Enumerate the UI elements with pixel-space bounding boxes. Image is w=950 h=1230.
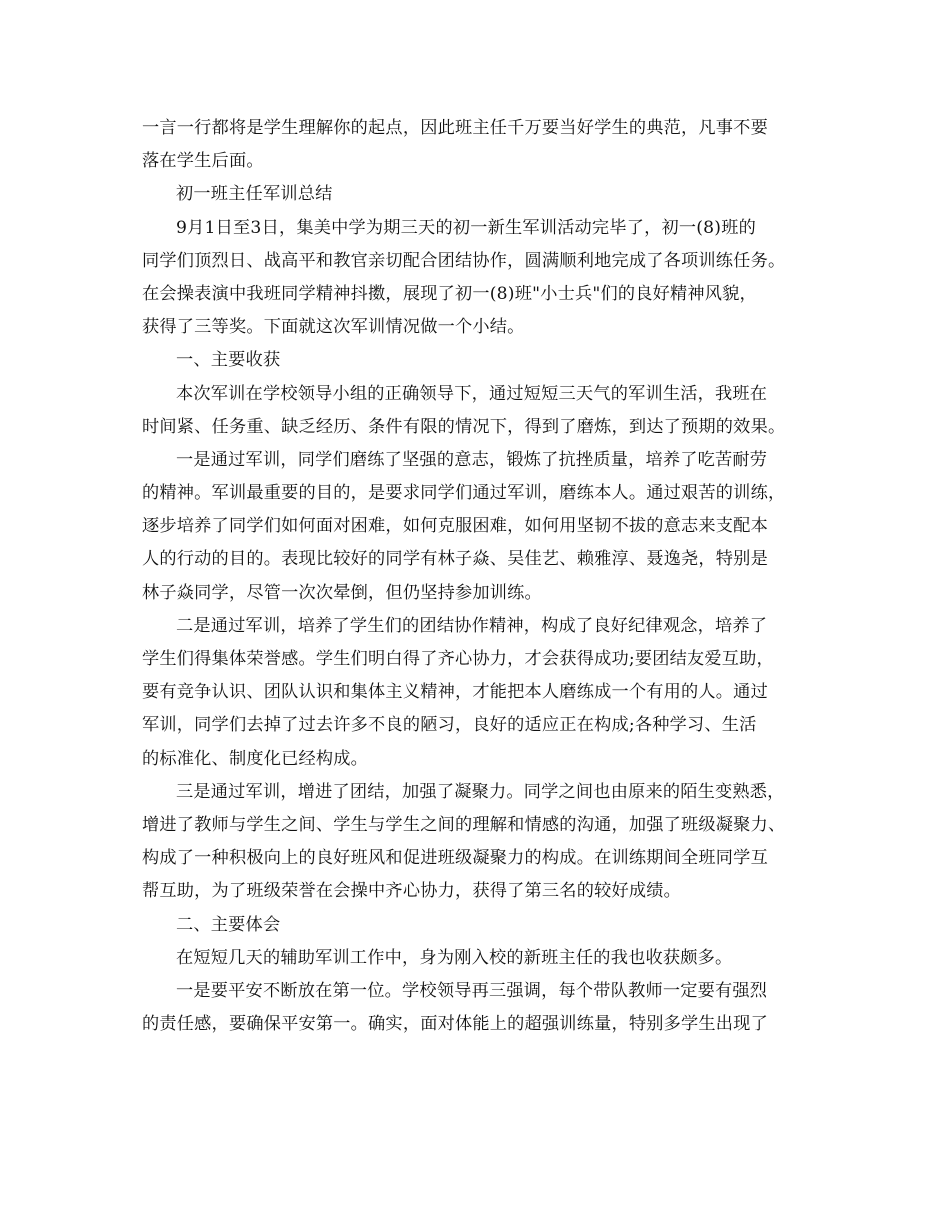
text-line: 的标准化、制度化已经构成。: [142, 748, 369, 769]
text-line: 本次军训在学校领导小组的正确领导下，通过短短三天气的军训生活，我班在: [176, 383, 768, 404]
text-line: 一是通过军训，同学们磨练了坚强的意志，锻炼了抗挫质量，培养了吃苦耐劳: [176, 449, 768, 470]
text-line: 在短短几天的辅助军训工作中，身为刚入校的新班主任的我也收获颇多。: [176, 947, 733, 968]
document-body: [142, 112, 822, 1041]
text-line: 的责任感，要确保平安第一。确实，面对体能上的超强训练量，特别多学生出现了: [142, 1014, 768, 1035]
text-line: 林子焱同学，尽管一次次晕倒，但仍坚持参加训练。: [142, 582, 542, 603]
text-line: 获得了三等奖。下面就这次军训情况做一个小结。: [142, 317, 525, 338]
text-line: 一是要平安不断放在第一位。学校领导再三强调，每个带队教师一定要有强烈: [176, 980, 768, 1001]
text-line: 同学们顶烈日、战高平和教官亲切配合团结协作，圆满顺利地完成了各项训练任务。: [142, 250, 786, 271]
text-line: 逐步培养了同学们如何面对困难，如何克服困难，如何用坚韧不拔的意志来支配本: [142, 516, 768, 537]
text-line: 一、主要收获: [176, 350, 281, 371]
text-line: 9月1日至3日，集美中学为期三天的初一新生军训活动完毕了，初一(8)班的: [176, 217, 756, 238]
text-line: 的精神。军训最重要的目的，是要求同学们通过军训，磨练本人。通过艰苦的训练，: [142, 483, 786, 504]
text-line: 军训，同学们去掉了过去许多不良的陋习，良好的适应正在构成;各种学习、生活: [142, 715, 757, 736]
text-line: 学生们得集体荣誉感。学生们明白得了齐心协力，才会获得成功;要团结友爱互助，: [142, 649, 774, 669]
text-line: 二、主要体会: [176, 914, 281, 935]
text-line: 要有竞争认识、团队认识和集体主义精神，才能把本人磨练成一个有用的人。通过: [142, 682, 768, 703]
text-line: 三是通过军训，增进了团结，加强了凝聚力。同学之间也由原来的陌生变熟悉，: [176, 781, 785, 802]
text-line: 二是通过军训，培养了学生们的团结协作精神，构成了良好纪律观念，培养了: [176, 615, 768, 636]
text-line: 构成了一种积极向上的良好班风和促进班级凝聚力的构成。在训练期间全班同学互: [142, 848, 768, 869]
text-line: 在会操表演中我班同学精神抖擞，展现了初一(8)班"小士兵"们的良好精神风貌，: [142, 283, 757, 304]
text-line: 人的行动的目的。表现比较好的同学有林子焱、吴佳艺、赖雅淳、聂逸尧，特别是: [142, 549, 768, 570]
text-line: 初一班主任军训总结: [176, 184, 333, 205]
text-line: 增进了教师与学生之间、学生与学生之间的理解和情感的沟通，加强了班级凝聚力、: [142, 814, 786, 835]
text-line: 时间紧、任务重、缺乏经历、条件有限的情况下，得到了磨炼，到达了预期的效果。: [142, 416, 786, 437]
text-line: 一言一行都将是学生理解你的起点，因此班主任千万要当好学生的典范，凡事不要: [142, 118, 768, 138]
text-line: 落在学生后面。: [142, 151, 264, 172]
text-line: 帮互助，为了班级荣誉在会操中齐心协力，获得了第三名的较好成绩。: [142, 881, 682, 902]
